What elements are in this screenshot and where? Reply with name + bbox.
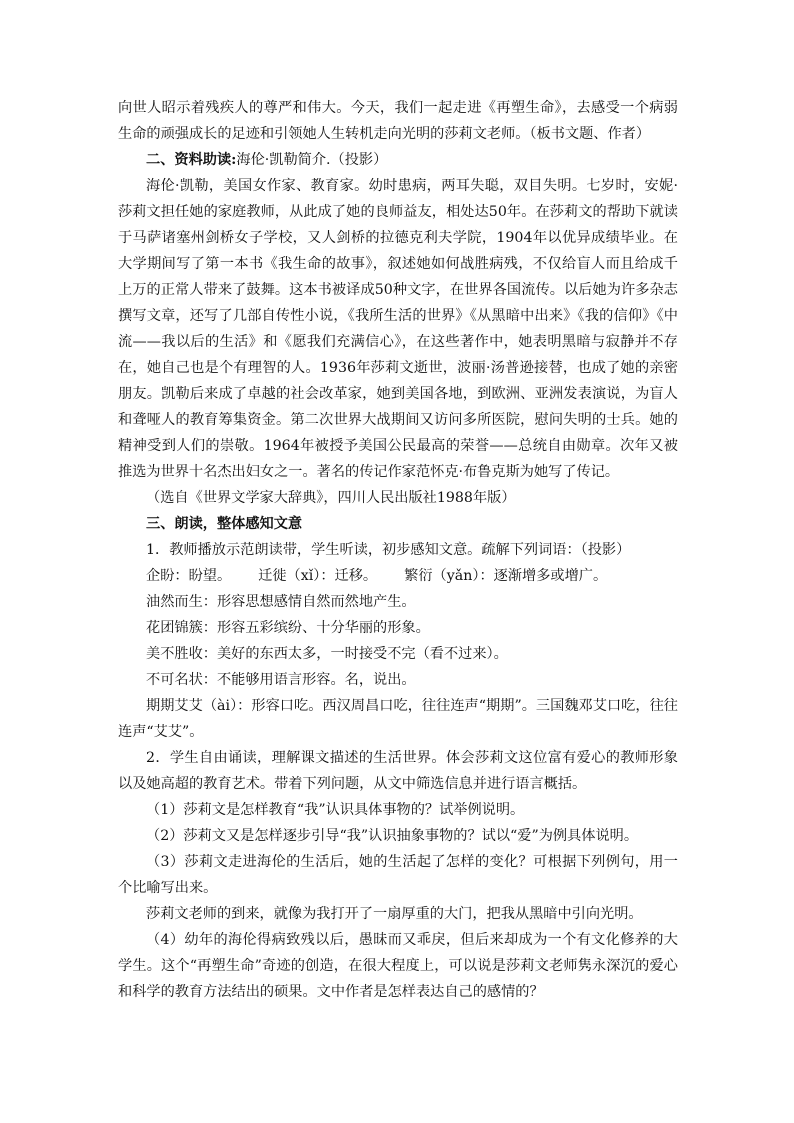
section-2-heading	[118, 147, 678, 173]
section-3-heading: 三、朗读，整体感知文意	[146, 516, 303, 532]
section-2-subtitle: 海伦·凯勒简介.（投影）	[236, 152, 388, 168]
step-1-text: 1．教师播放示范朗读带，学生听读，初步感知文意。疏解下列词语：（投影）	[146, 542, 631, 558]
vocab-line-3: 花团锦簇：形容五彩缤纷、十分华丽的形象。	[146, 620, 430, 636]
question-4: （4）幼年的海伦得病致残以后，愚昧而又乖戾，但后来却成为一个有文化修养的大学生。这个“再塑生命”奇迹的创造，在很大程度上，可以说是莎莉文老师隽永深沉的爱心和科学的教育方法结出的硕果。文中作者是怎样表达自己的感情的？	[118, 932, 678, 1000]
question-3: （3）莎莉文走进海伦的生活后，她的生活起了怎样的变化？可根据下列例句，用一个比喻写出来。	[118, 854, 678, 896]
vocab-line-1: 企盼：盼望。 迁徙（xǐ）：迁移。 繁衍（yǎn）：逐渐增多或增广。	[146, 568, 608, 584]
document-page	[118, 95, 678, 1005]
example-sentence: 莎莉文老师的到来，就像为我打开了一扇厚重的大门，把我从黑暗中引向光明。	[146, 906, 643, 922]
intro-paragraph: 向世人昭示着残疾人的尊严和伟大。今天，我们一起走进《再塑生命》，去感受一个病弱生命的顽强成长的足迹和引领她人生转机走向光明的莎莉文老师。（板书文题、作者）	[118, 100, 678, 142]
question-1: （1）莎莉文是怎样教育“我”认识具体事物的？试举例说明。	[146, 802, 525, 818]
vocab-line-5: 不可名状：不能够用语言形容。名，说出。	[146, 672, 416, 688]
step-2-text: 2．学生自由诵读，理解课文描述的生活世界。体会莎莉文这位富有爱心的教师形象以及她高超的教育艺术。带着下列问题，从文中筛选信息并进行语言概括。	[118, 750, 678, 792]
section-2-title: 二、资料助读:	[146, 152, 237, 168]
biography-paragraph: 海伦·凯勒，美国女作家、教育家。幼时患病，两耳失聪，双目失明。七岁时，安妮·莎莉文担任她的家庭教师，从此成了她的良师益友，相处达50年。在莎莉文的帮助下就读于马萨诸塞州剑桥女子学校，又人剑桥的拉德克利夫学院，1904年以优异成绩毕业。在大学期间写了第一本书《我生命的故事》，叙述她如何战胜病残，不仅给盲人而且给成千上万的正常人带来了鼓舞。这本书被译成50种文字，在世界各国流传。以后她为许多杂志撰写文章，还写了几部自传性小说，《我所生活的世界》《从黑暗中出来》《我的信仰》《中流——我以后的生活》和《愿我们充满信心》，在这些著作中，她表明黑暗与寂静并不存在，她自己也是个有理智的人。1936年莎莉文逝世，波丽·汤普逊接替，也成了她的亲密朋友。凯勒后来成了卓越的社会改革家，她到美国各地，到欧洲、亚洲发表演说，为盲人和聋哑人的教育筹集资金。第二次世界大战期间又访问多所医院，慰问失明的士兵。她的精神受到人们的崇敬。1964年被授予美国公民最高的荣誉——总统自由勋章。次年又被推选为世界十名杰出妇女之一。著名的传记作家范怀克·布鲁克斯为她写了传记。	[118, 178, 678, 480]
vocab-line-2: 油然而生：形容思想感情自然而然地产生。	[146, 594, 416, 610]
vocab-line-4: 美不胜收：美好的东西太多，一时接受不完（看不过来）。	[146, 646, 508, 662]
question-2: （2）莎莉文又是怎样逐步引导“我”认识抽象事物的？试以“爱”为例具体说明。	[146, 828, 639, 844]
vocab-line-6: 期期艾艾（ài）：形容口吃。西汉周昌口吃，往往连声“期期”。三国魏邓艾口吃，往往连声“艾艾”。	[118, 698, 678, 740]
source-citation: （选自《世界文学家大辞典》，四川人民出版社1988年版）	[146, 490, 516, 506]
